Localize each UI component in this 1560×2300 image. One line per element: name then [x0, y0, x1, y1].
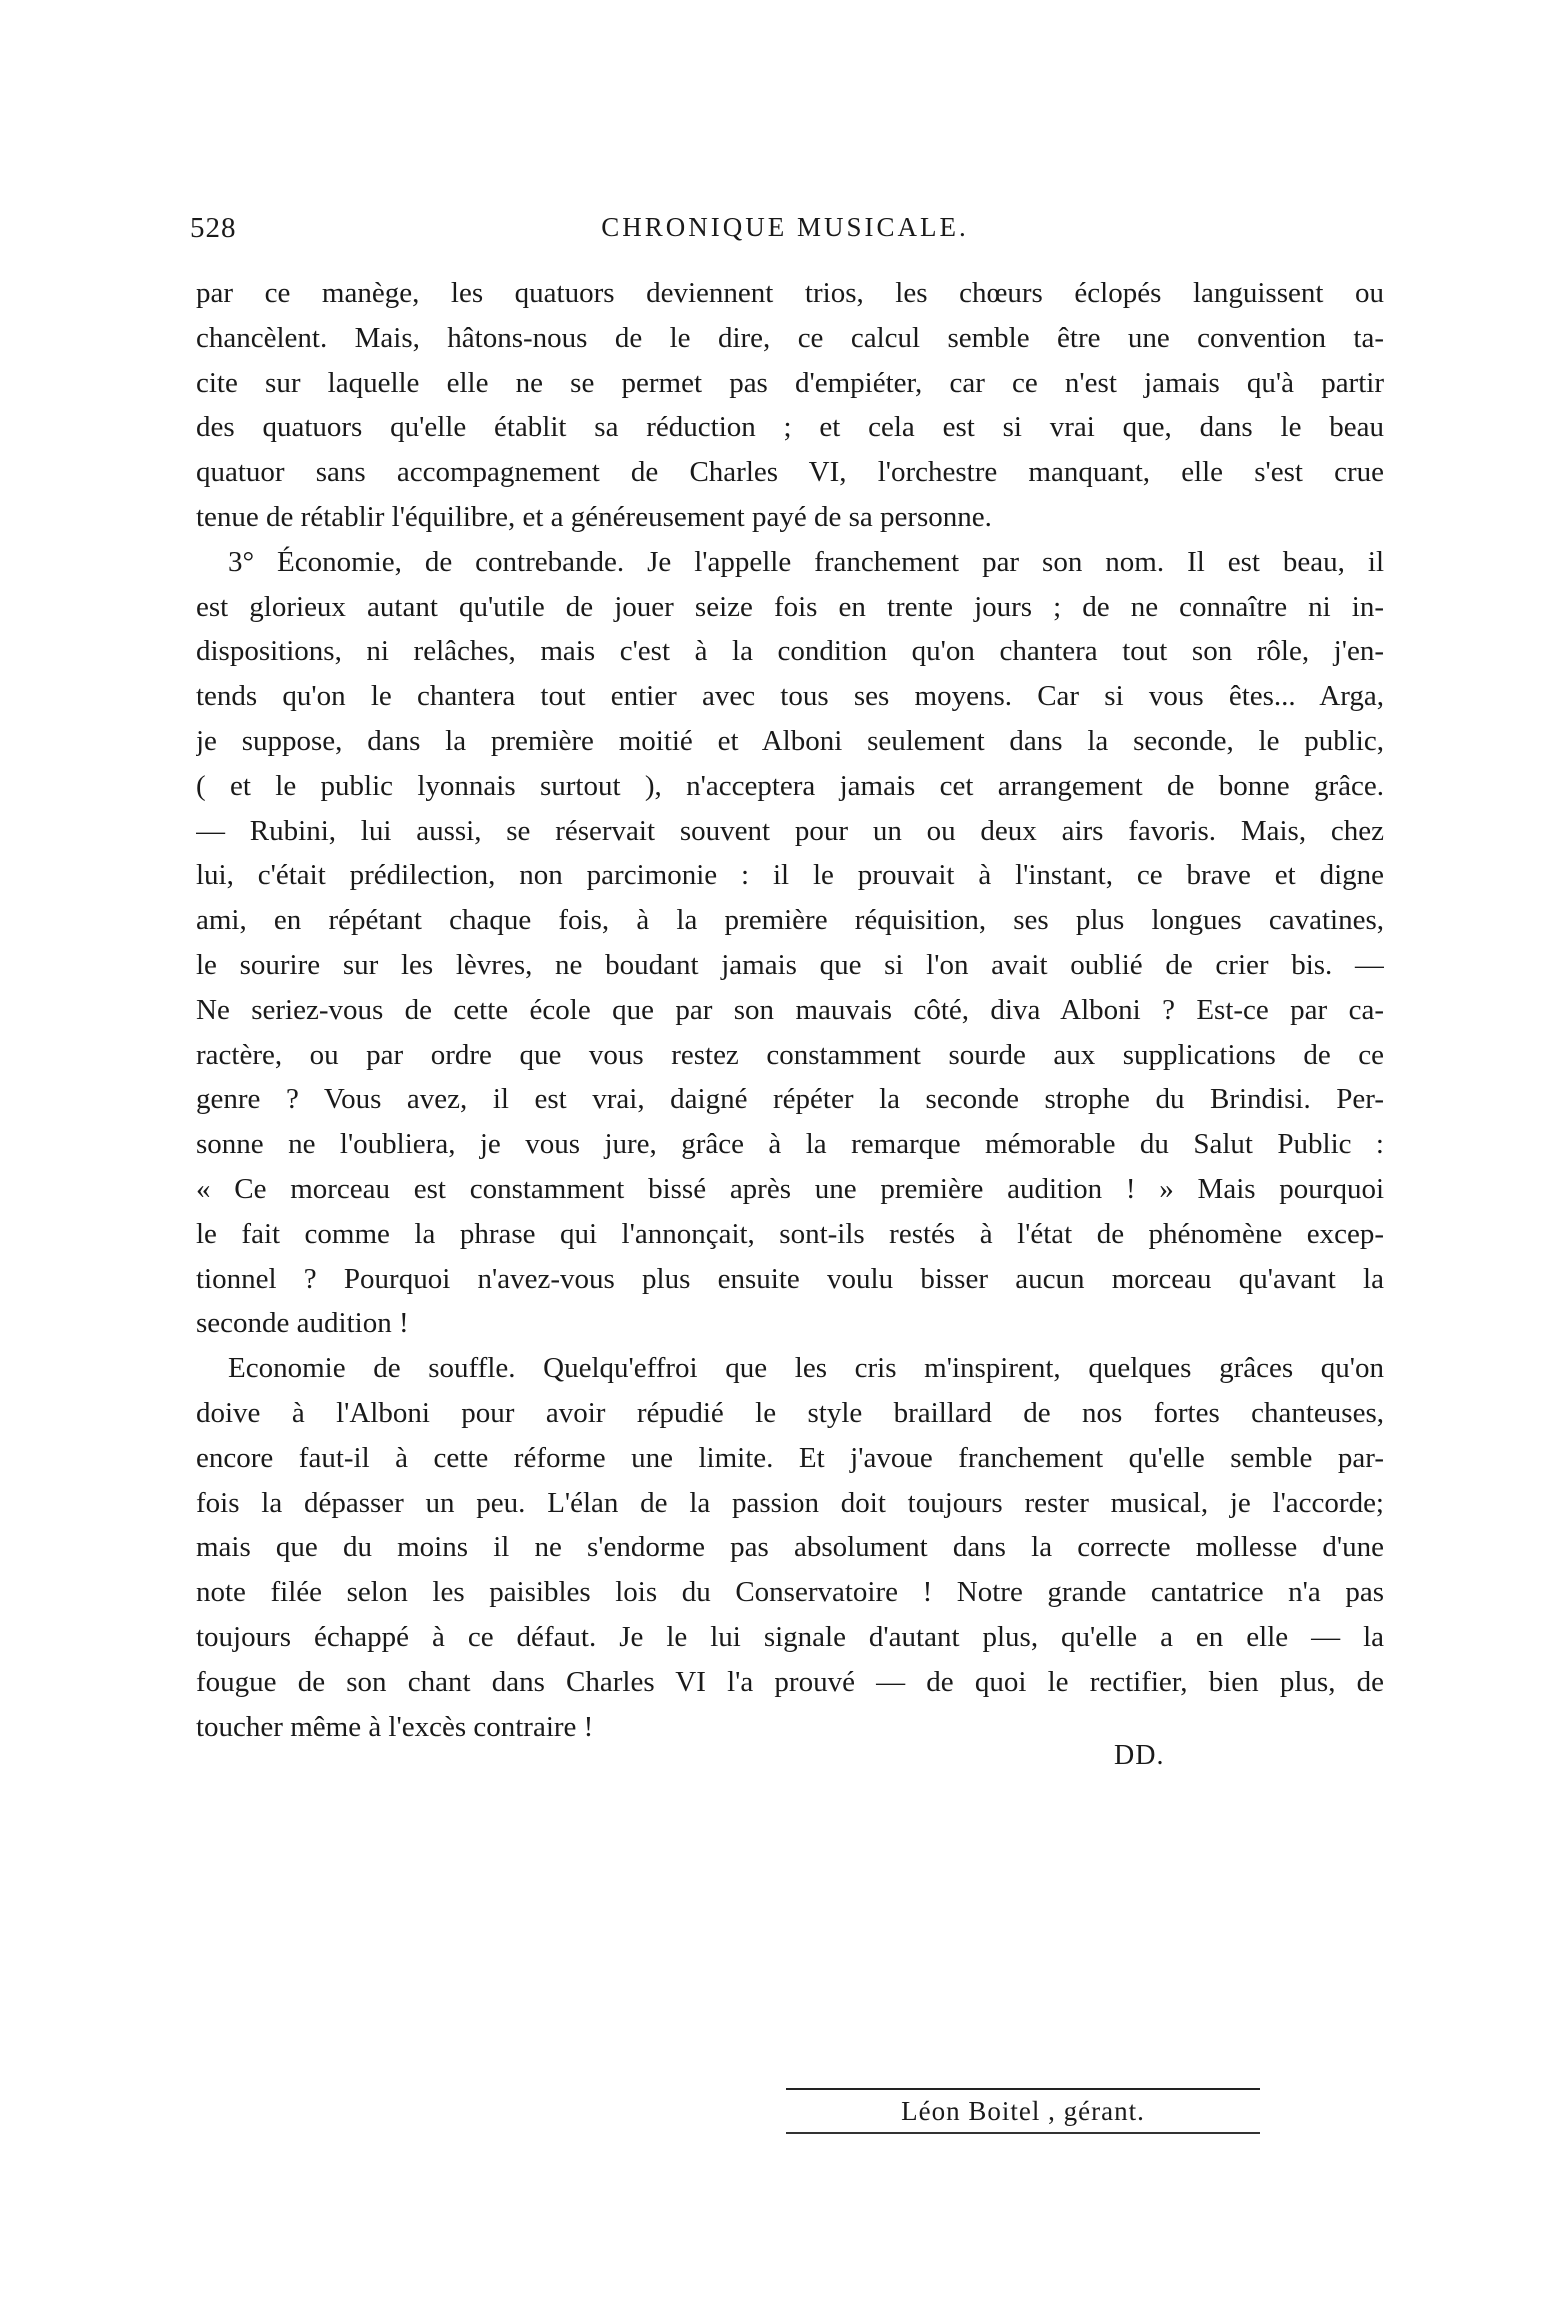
text-line: lui, c'était prédilection, non parcimonie : il le prouvait à l'instant, ce brave et digne: [196, 859, 1384, 892]
footer-rule-bottom: [786, 2132, 1260, 2134]
text-line: doive à l'Alboni pour avoir répudié le style braillard de nos fortes chanteuses,: [196, 1396, 1384, 1429]
running-title: CHRONIQUE MUSICALE.: [601, 212, 969, 242]
page-header: [190, 212, 1380, 252]
text-line: chancèlent. Mais, hâtons-nous de le dire, ce calcul semble être une convention ta-: [196, 321, 1384, 354]
text-line: le sourire sur les lèvres, ne boudant jamais que si l'on avait oublié de crier bis. —: [196, 948, 1384, 981]
text-line: le fait comme la phrase qui l'annonçait, sont-ils restés à l'état de phénomène excep-: [196, 1217, 1384, 1250]
publisher-manager-line: Léon Boitel , gérant.: [901, 2096, 1145, 2126]
text-line: fois la dépasser un peu. L'élan de la passion doit toujours rester musical, je l'accorde;: [196, 1486, 1384, 1519]
text-line: quatuor sans accompagnement de Charles VI, l'orchestre manquant, elle s'est crue: [196, 456, 1384, 489]
text-line: ractère, ou par ordre que vous restez constamment sourde aux supplications de ce: [196, 1038, 1384, 1071]
text-line: 3° Économie, de contrebande. Je l'appelle franchement par son nom. Il est beau, il: [228, 545, 1384, 578]
text-line: des quatuors qu'elle établit sa réduction ; et cela est si vrai que, dans le beau: [196, 411, 1384, 444]
text-line: ( et le public lyonnais surtout ), n'acceptera jamais cet arrangement de bonne grâce.: [196, 769, 1384, 802]
text-line: genre ? Vous avez, il est vrai, daigné répéter la seconde strophe du Brindisi. Per-: [196, 1083, 1384, 1116]
text-line: tenue de rétablir l'équilibre, et a généreusement payé de sa personne.: [196, 500, 992, 533]
page-number: 528: [190, 212, 237, 244]
text-line: « Ce morceau est constamment bissé après une première audition ! » Mais pourquoi: [196, 1172, 1384, 1205]
text-line: Ne seriez-vous de cette école que par son mauvais côté, diva Alboni ? Est-ce par ca-: [196, 993, 1384, 1026]
footer-rule-top: [786, 2088, 1260, 2090]
text-line: — Rubini, lui aussi, se réservait souvent pour un ou deux airs favoris. Mais, chez: [196, 814, 1384, 847]
text-line: fougue de son chant dans Charles VI l'a prouvé — de quoi le rectifier, bien plus, de: [196, 1665, 1384, 1698]
text-line: dispositions, ni relâches, mais c'est à la condition qu'on chantera tout son rôle, j'en-: [196, 635, 1384, 668]
text-line: sonne ne l'oubliera, je vous jure, grâce à la remarque mémorable du Salut Public :: [196, 1128, 1384, 1161]
text-line: mais que du moins il ne s'endorme pas absolument dans la correcte mollesse d'une: [196, 1531, 1384, 1564]
text-line: ami, en répétant chaque fois, à la première réquisition, ses plus longues cavatines,: [196, 904, 1384, 937]
text-line: note filée selon les paisibles lois du Conservatoire ! Notre grande cantatrice n'a pas: [196, 1576, 1384, 1609]
text-line: toujours échappé à ce défaut. Je le lui signale d'autant plus, qu'elle a en elle — la: [196, 1620, 1384, 1653]
text-line: Economie de souffle. Quelqu'effroi que les cris m'inspirent, quelques grâces qu'on: [228, 1352, 1384, 1385]
text-line: par ce manège, les quatuors deviennent trios, les chœurs éclopés languissent ou: [196, 277, 1384, 309]
text-line: est glorieux autant qu'utile de jouer seize fois en trente jours ; de ne connaître ni in-: [196, 590, 1384, 623]
text-line: tends qu'on le chantera tout entier avec tous ses moyens. Car si vous êtes... Arga,: [196, 680, 1384, 713]
article-body: [196, 271, 1384, 1749]
text-line: je suppose, dans la première moitié et Alboni seulement dans la seconde, le public,: [196, 724, 1384, 757]
text-line: encore faut-il à cette réforme une limite. Et j'avoue franchement qu'elle semble par-: [196, 1441, 1384, 1474]
author-signature: DD.: [1114, 1740, 1165, 1771]
text-line: seconde audition !: [196, 1307, 409, 1340]
text-line: cite sur laquelle elle ne se permet pas d'empiéter, car ce n'est jamais qu'à partir: [196, 366, 1384, 399]
text-line: tionnel ? Pourquoi n'avez-vous plus ensuite voulu bisser aucun morceau qu'avant la: [196, 1262, 1384, 1295]
text-line: toucher même à l'excès contraire !: [196, 1710, 594, 1743]
